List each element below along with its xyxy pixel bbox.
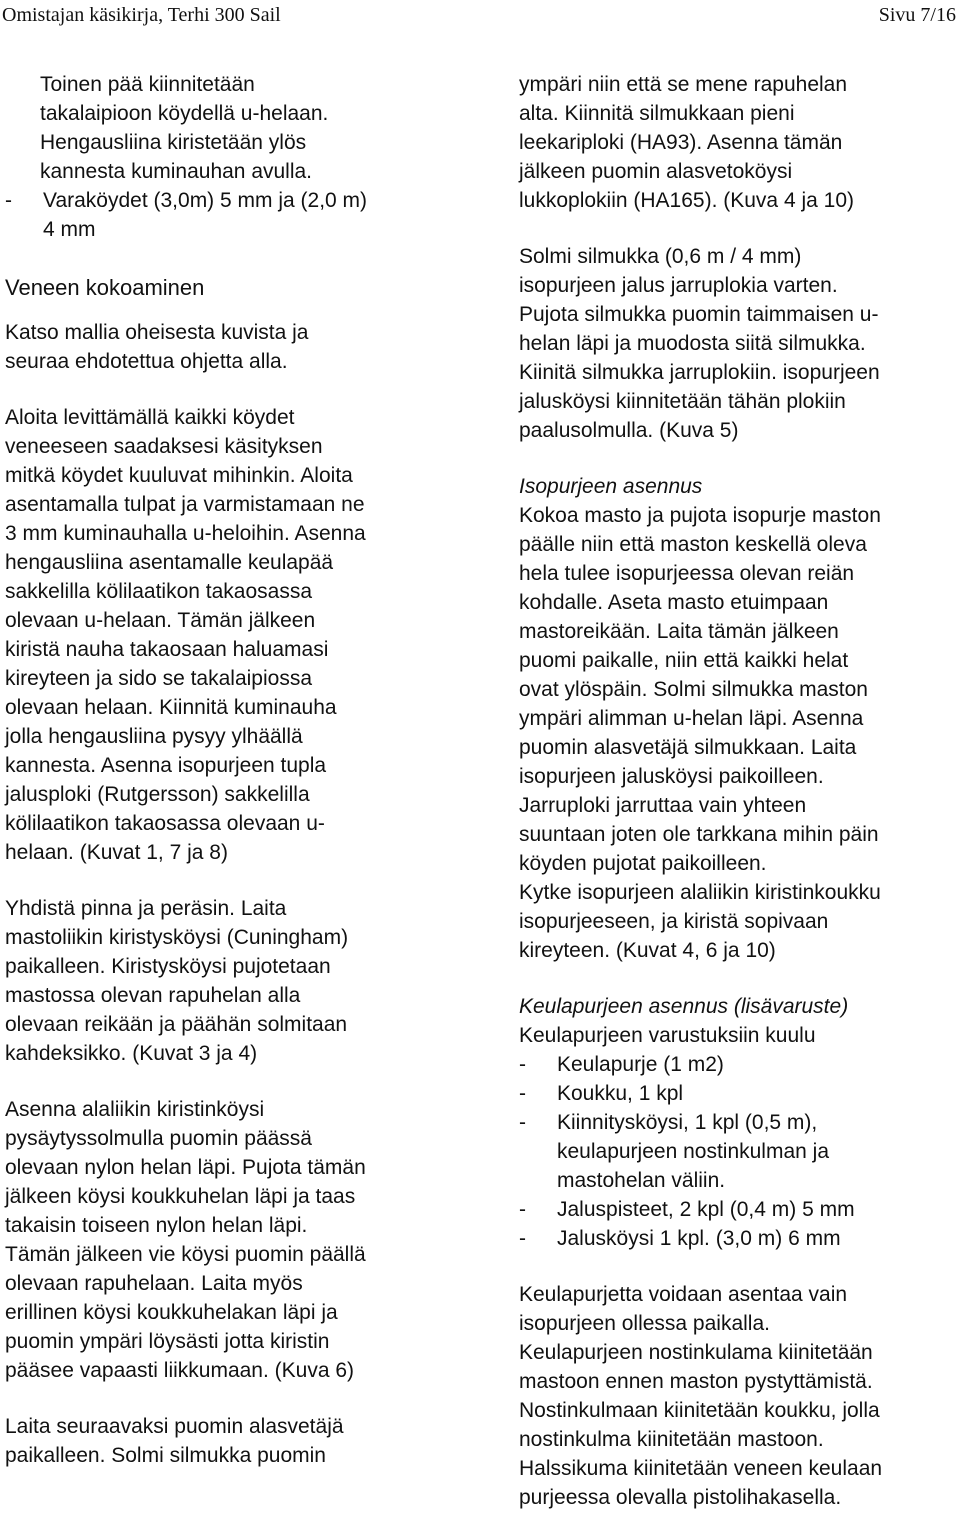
page-number: Sivu 7/16 [878,4,956,26]
right-column [519,70,959,1512]
list-dash: - [5,189,12,212]
list-dash: - [519,1227,526,1250]
section-heading: Keulapurjeen asennus (lisävaruste) [519,995,849,1018]
paragraph: Keulapurjetta voidaan asentaa vain isopurjeen ollessa paikalla. Keulapurjeen nostinkulama kiinitetään mastoon ennen maston pystyttämistä. Nostinkulmaan kiinitetään koukku, jolla nostinkulma kiinitetään mastoon. Halssikuma kiinitetään veneen keulaan purjeessa olevalla pistolihakasella. [519,1283,883,1509]
section-heading: Veneen kokoaminen [5,275,205,300]
list-item [519,1108,959,1195]
list-dash: - [519,1111,526,1134]
equipment-list [519,1050,959,1253]
section-heading: Isopurjeen asennus [519,475,703,498]
list-item-text: Jaluspisteet, 2 kpl (0,4 m) 5 mm [557,1198,855,1221]
paragraph: Keulapurjeen varustuksiin kuulu [519,1024,816,1047]
list-item [519,1195,959,1224]
list-dash: - [519,1053,526,1076]
paragraph: Yhdistä pinna ja peräsin. Laita mastoliikin kiristysköysi (Cuningham) paikalleen. Kiristysköysi pujotetaan mastossa olevan rapuhelan alla olevaan reikään ja päähän solmitaan kahdeksikko. (Kuvat 3 ja 4) [5,897,349,1065]
list-item-text: Jalusköysi 1 kpl. (3,0 m) 6 mm [557,1227,841,1250]
paragraph: Laita seuraavaksi puomin alasvetäjä paikalleen. Solmi silmukka puomin [5,1415,344,1467]
list-item-text: Varaköydet (3,0m) 5 mm ja (2,0 m) 4 mm [43,189,368,241]
list-dash: - [519,1198,526,1221]
paragraph: Solmi silmukka (0,6 m / 4 mm) isopurjeen jalus jarruplokia varten. Pujota silmukka puomin taimmaisen u- helan läpi ja muodosta siitä silmukka. Kiinitä silmukka jarruplokiin. isopurjeen jalusköysi kiinnitetään tähän plokiin paalusolmulla. (Kuva 5) [519,245,880,442]
list-item [519,1224,959,1253]
list-item-text: Koukku, 1 kpl [557,1082,684,1105]
left-column [5,70,480,1470]
list-item-text: Keulapurje (1 m2) [557,1053,724,1076]
paragraph: Aloita levittämällä kaikki köydet veneeseen saadaksesi käsityksen mitkä köydet kuuluvat mihinkin. Aloita asentamalla tulpat ja varmistamaan ne 3 mm kuminauhalla u-heloihin. Asenna hengausliina asentamalle keulapää sakkelilla kölilaatikon takaosassa olevaan u-helaan. Tämän jälkeen kiristä nauha takaosaan haluamasi kireyteen ja sido se takalaipiossa olevaan helaan. Kiinnitä kuminauha jolla hengausliina pysyy ylhäällä kannesta. Asenna isopurjeen tupla jalusploki (Rutgersson) sakkelilla kölilaatikon takaosassa olevaan u- helaan. (Kuvat 1, 7 ja 8) [5,406,366,864]
list-item-text: Kiinnitysköysi, 1 kpl (0,5 m), keulapurjeen nostinkulman ja mastohelan väliin. [557,1111,830,1192]
paragraph: Kokoa masto ja pujota isopurje maston päälle niin että maston keskellä oleva hela tulee isopurjeessa olevan reiän kohdalle. Aseta masto etuimpaan mastoreikään. Laita tämän jälkeen puomi paikalle, niin että kaikki helat ovat ylöspäin. Solmi silmukka maston ympäri alimman u-helan läpi. Asenna puomin alasvetäjä silmukkaan. Laita isopurjeen jalusköysi paikoilleen. Jarruploki jarruttaa vain yhteen suuntaan joten ole tarkkana mihin päin köyden pujotat paikoilleen. Kytke isopurjeen alaliikin kiristinkoukku isopurjeeseen, ja kiristä sopivaan kireyteen. (Kuvat 4, 6 ja 10) [519,504,881,962]
intro-paragraph: Toinen pää kiinnitetään takalaipioon köydellä u-helaan. Hengausliina kiristetään ylös kannesta kuminauhan avulla. [40,73,329,183]
paragraph: Katso mallia oheisesta kuvista ja seuraa ehdotettua ohjetta alla. [5,321,309,373]
list-dash: - [519,1082,526,1105]
paragraph: ympäri niin että se mene rapuhelan alta. Kiinnitä silmukkaan pieni leekariploki (HA93). Asenna tämän jälkeen puomin alasvetoköysi lukkoplokiin (HA165). (Kuva 4 ja 10) [519,73,854,212]
list-item [519,1050,959,1079]
paragraph: Asenna alaliikin kiristinköysi pysäytyssolmulla puomin päässä olevaan nylon helan läpi. Pujota tämän jälkeen köysi koukkuhelan läpi ja taas takaisin toiseen nylon helan läpi. Tämän jälkeen vie köysi puomin päällä olevaan rapuhelaan. Laita myös erillinen köysi koukkuhelakan läpi ja puomin ympäri löysästi jotta kiristin pääsee vapaasti liikkumaan. (Kuva 6) [5,1098,366,1382]
page-header [0,4,960,34]
list-item [5,186,480,244]
document-title: Omistajan käsikirja, Terhi 300 Sail [2,4,281,26]
list-item [519,1079,959,1108]
